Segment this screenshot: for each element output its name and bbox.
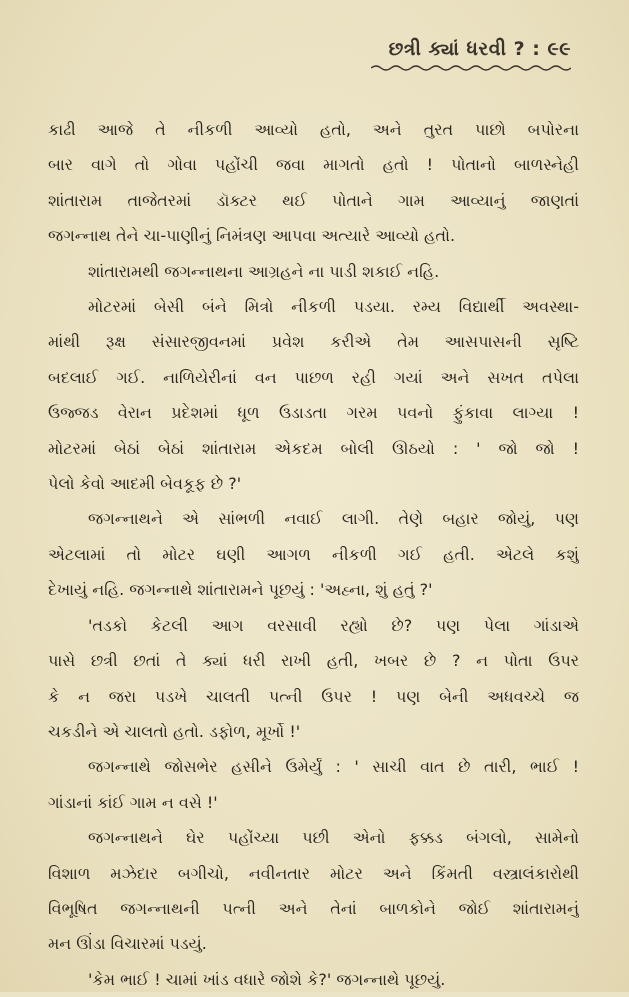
paragraph-line: ચકડીને એ ચાલતો હતો. ડફોળ, મૂર્ખો !' [48,721,301,741]
paragraph-line: મન ઊંડા વિચારમાં પડયું. [48,934,207,954]
paragraph-line: જગન્નાથને એ સાંભળી નવાઈ લાગી. તેણે બહાર જોયું, પણ [88,509,579,529]
paragraph-line: પેલો કેવો આદમી બેવકૂફ છે ?' [48,474,242,494]
paragraph-line: શાંતારામથી જગન્નાથના આગ્રહને ના પાડી શકાઈ નહિ. [88,261,440,281]
paragraph-line: મોટરમાં બેઠાં બેઠાં શાંતારામ એકદમ બોલી ઊઠયો : ' જો જો ! [48,438,579,458]
paragraph-line: ઉજ્જડ વેરાન પ્રદેશમાં ધૂળ ઉડાડતા ગરમ પવનો ફુંકાવા લાગ્યા ! [48,403,579,423]
paragraph-line: બાર વાગે તો ગોવા પહોંચી જવા માગતો હતો ! પોતાનો બાળસ્નેહી [48,155,579,175]
paragraph-line: ગાંડાનાં કાંઈ ગામ ન વસે !' [48,792,218,812]
paragraph-line: દેખાયું નહિ. જગન્નાથે શાંતારામને પૂછયું : 'અહ્ના, શું હતું ?' [48,580,433,600]
paragraph-line: વિભૂષિત જગન્નાથની પત્ની અને તેનાં બાળકોને જોઈ શાંતારામનું [48,898,579,918]
body-text [48,112,579,997]
paragraph-line: મોટરમાં બેસી બંને મિત્રો નીકળી પડયા. રમ્ય વિદ્યાર્થી અવસ્થા- [88,297,579,317]
paragraph-line: બદલાઈ ગઈ. નાળિયેરીનાં વન પાછળ રહી ગયાં અને સખત તપેલા [48,367,579,387]
paragraph-line: જગન્નાથે જોસભેર હસીને ઉમેર્યું : ' સાચી વાત છે તારી, ભાઈ ! [88,757,579,777]
paragraph-line: 'કેમ ભાઈ ! ચામાં ખાંડ વધારે જોશે કે?' જગન્નાથે પૂછયું. [88,969,446,989]
header-wavy-rule [371,64,571,72]
paragraph-line: કે ન જરા પડખે ચાલતી પત્ની ઉપર ! પણ બેની અધવચ્ચે જ [48,686,579,706]
paragraph-line: કાઢી આજે તે નીકળી આવ્યો હતો, અને તુરત પાછો બપોરના [48,120,579,139]
paragraph-line: 'તડકો કેટલી આગ વરસાવી રહ્યો છે? પણ પેલા ગાંડાએ [88,615,579,635]
paragraph-line: જગન્નાથ તેને ચા-પાણીનું નિમંત્રણ આપવા અત્યારે આવ્યો હતો. [48,226,456,246]
page-header [371,38,571,72]
paragraph-line: શાંતારામ તાજેતરમાં ડૉક્ટર થઈ પોતાને ગામ આવ્યાનું જાણતાં [48,190,579,210]
paragraph-line: પાસે છત્રી છતાં તે ક્યાં ધરી રાખી હતી, ખબર છે ? ન પોતા ઉપર [48,651,579,671]
paragraph-line: એટલામાં તો મોટર ઘણી આગળ નીકળી ગઈ હતી. એટલે કશું [48,544,579,564]
running-title: છત્રી ક્યાં ધરવી ? : ૯૯ [388,38,571,60]
paragraph-line: જગન્નાથને ઘેર પહોંચ્યા પછી એનો ફક્કડ બંગલો, સામેનો [88,828,579,848]
paragraph-line: માંથી રૂક્ષ સંસારજીવનમાં પ્રવેશ કરીએ તેમ આસપાસની સૃષ્ટિ [48,332,579,352]
paragraph-line: વિશાળ મઝેદાર બગીચો, નવીનતાર મોટર અને કિંમતી વસ્ત્રાલંકારોથી [48,863,579,883]
